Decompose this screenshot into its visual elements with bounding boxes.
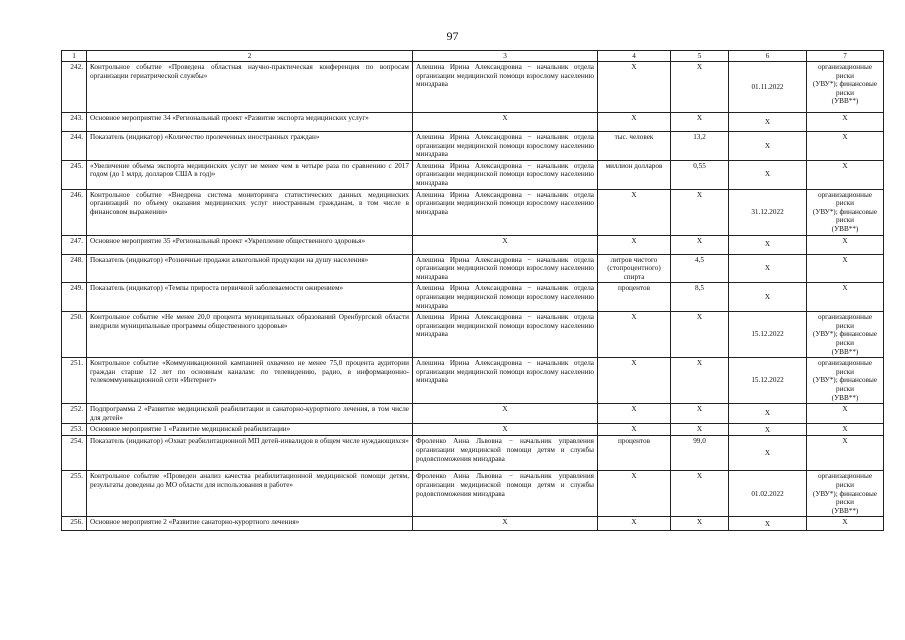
table-row (62, 113, 884, 132)
row-number: 246. (70, 190, 83, 199)
row-number-cell (62, 436, 87, 471)
item-name-cell (87, 404, 413, 424)
unit-of-measure-cell (598, 517, 671, 531)
target-value: X (696, 405, 703, 414)
deadline-date: X (764, 240, 771, 249)
item-name-cell (87, 62, 413, 113)
item-name: Контрольное событие «Коммуникационной кампанией охвачено не менее 75,0 процента аудитории граждан старше 12 лет по основным каналам: по телевидению, радио, в информационно-телекоммуникационной сети «Интернет» (90, 359, 409, 385)
responsible-person: Фроленко Анна Львовна − начальник управления организации медицинской помощи детям и службы родовспоможения минздрава (416, 472, 594, 498)
row-number-cell (62, 189, 87, 235)
target-value: 8,5 (695, 284, 704, 293)
risk-type-cell (807, 113, 884, 132)
deadline-date-cell (729, 424, 807, 436)
target-value: X (696, 425, 703, 434)
target-value-cell (671, 132, 729, 161)
table-row (62, 312, 884, 358)
column-header: 2 (87, 51, 413, 62)
row-number-cell (62, 113, 87, 132)
deadline-date: 31.12.2022 (751, 207, 784, 216)
item-name-cell (87, 436, 413, 471)
target-value-cell (671, 517, 729, 531)
risk-type-cell (807, 471, 884, 517)
row-number: 255. (70, 472, 83, 481)
target-value-cell (671, 358, 729, 404)
column-header: 5 (671, 51, 729, 62)
unit-of-measure: X (631, 63, 637, 71)
risk-type: X (842, 405, 848, 414)
responsible-person-cell (413, 424, 598, 436)
responsible-person-cell (413, 283, 598, 312)
row-number: 247. (70, 236, 83, 245)
table-row (62, 404, 884, 424)
unit-of-measure-cell (598, 132, 671, 161)
target-value: X (696, 190, 703, 199)
responsible-person: X (502, 114, 508, 122)
deadline-date: X (764, 449, 771, 458)
target-value: 13,2 (693, 133, 706, 141)
unit-of-measure-cell (598, 436, 671, 471)
responsible-person: X (502, 425, 508, 434)
risk-type: X (842, 437, 848, 446)
deadline-date-cell (729, 160, 807, 189)
column-header: 7 (807, 51, 884, 62)
responsible-person-cell (413, 517, 598, 531)
item-name: Основное мероприятие 1 «Развитие медицинской реабилитации» (90, 425, 291, 434)
responsible-person: Алешина Ирина Александровна − начальник отдела организации медицинской помощи взрослому населению минздрава (416, 255, 594, 281)
responsible-person-cell (413, 62, 598, 113)
risk-type-cell (807, 424, 884, 436)
column-header: 6 (729, 51, 807, 62)
header-row (62, 51, 884, 62)
item-name-cell (87, 254, 413, 283)
unit-of-measure: X (631, 405, 637, 414)
responsible-person: Алешина Ирина Александровна − начальник отдела организации медицинской помощи взрослому населению минздрава (416, 161, 594, 187)
target-value: X (696, 114, 703, 122)
item-name: Показатель (индикатор) «Розничные продажи алкогольной продукции на душу населения» (90, 255, 369, 264)
deadline-date: X (764, 519, 771, 528)
deadline-date-cell (729, 113, 807, 132)
deadline-date-cell (729, 312, 807, 358)
target-value-cell (671, 404, 729, 424)
responsible-person-cell (413, 358, 598, 404)
deadline-date: X (764, 117, 771, 126)
deadline-date-cell (729, 235, 807, 254)
unit-of-measure-cell (598, 113, 671, 132)
target-value-cell (671, 436, 729, 471)
table-row (62, 517, 884, 531)
item-name: Основное мероприятие 2 «Развитие санаторно-курортного лечения» (90, 518, 300, 527)
deadline-date-cell (729, 517, 807, 531)
responsible-person-cell (413, 160, 598, 189)
row-number-cell (62, 471, 87, 517)
deadline-date-cell (729, 471, 807, 517)
risk-type: организационные риски (УВУ*); финансовые риски (УВВ**) (812, 63, 878, 106)
responsible-person: Алешина Ирина Александровна − начальник отдела организации медицинской помощи взрослому населению минздрава (416, 63, 594, 89)
deadline-date-cell (729, 283, 807, 312)
risk-type: организационные риски (УВУ*); финансовые риски (УВВ**) (812, 190, 878, 233)
risk-type-cell (807, 235, 884, 254)
table-row (62, 424, 884, 436)
responsible-person: Алешина Ирина Александровна − начальник отдела организации медицинской помощи взрослому населению минздрава (416, 359, 594, 385)
unit-of-measure-cell (598, 471, 671, 517)
table-row (62, 62, 884, 113)
item-name-cell (87, 358, 413, 404)
row-number-cell (62, 160, 87, 189)
target-value-cell (671, 62, 729, 113)
target-value-cell (671, 254, 729, 283)
row-number: 245. (70, 161, 83, 170)
unit-of-measure-cell (598, 424, 671, 436)
item-name: Основное мероприятие 34 «Региональный проект «Развитие экспорта медицинских услуг» (90, 114, 369, 122)
risk-type: X (842, 518, 848, 527)
row-number-cell (62, 132, 87, 161)
unit-of-measure: X (631, 236, 637, 245)
table-row (62, 189, 884, 235)
risk-type: организационные риски (УВУ*); финансовые риски (УВВ**) (812, 313, 878, 356)
table-row (62, 358, 884, 404)
responsible-person-cell (413, 254, 598, 283)
deadline-date: X (764, 141, 771, 150)
table-row (62, 235, 884, 254)
responsible-person: X (502, 405, 508, 414)
responsible-person: Алешина Ирина Александровна − начальник отдела организации медицинской помощи взрослому населению минздрава (416, 190, 594, 216)
target-value-cell (671, 189, 729, 235)
row-number: 256. (70, 518, 83, 527)
plan-table (61, 50, 884, 531)
page-number: 97 (446, 29, 459, 43)
item-name: Основное мероприятие 35 «Региональный проект «Укрепление общественного здоровья» (90, 236, 366, 245)
deadline-date: X (764, 425, 771, 434)
target-value: 99,0 (693, 437, 706, 446)
unit-of-measure: литров чистого (стопроцентного) спирта (607, 255, 661, 281)
row-number-cell (62, 312, 87, 358)
risk-type-cell (807, 283, 884, 312)
risk-type: X (842, 236, 848, 245)
responsible-person-cell (413, 471, 598, 517)
target-value-cell (671, 113, 729, 132)
unit-of-measure: X (631, 190, 637, 199)
unit-of-measure: X (631, 313, 637, 322)
deadline-date: X (764, 292, 771, 301)
item-name: Показатель (индикатор) «Охват реабилитационной МП детей-инвалидов в общем числе нуждающихся» (90, 437, 409, 446)
row-number-cell (62, 235, 87, 254)
item-name: «Увеличение объема экспорта медицинских услуг не менее чем в четыре раза по сравнению с 2017 годом (до 1 млрд. долларов США в год)» (90, 161, 409, 179)
unit-of-measure-cell (598, 283, 671, 312)
risk-type-cell (807, 160, 884, 189)
deadline-date-cell (729, 358, 807, 404)
target-value: X (696, 359, 703, 368)
row-number: 253. (70, 425, 83, 434)
responsible-person-cell (413, 132, 598, 161)
risk-type: X (842, 161, 848, 170)
deadline-date-cell (729, 404, 807, 424)
row-number: 249. (70, 284, 83, 293)
item-name: Контрольное событие «Проведена областная научно-практическая конференция по вопросам организации гериатрической службы» (90, 63, 409, 80)
deadline-date: 15.12.2022 (751, 376, 784, 385)
item-name: Контрольное событие «Проведен анализ качества реабилитационной медицинской помощи детям, результаты доведены до МО области для использования в работе» (90, 472, 409, 489)
item-name-cell (87, 471, 413, 517)
target-value-cell (671, 160, 729, 189)
responsible-person: Алешина Ирина Александровна − начальник отдела организации медицинской помощи взрослому населению минздрава (416, 313, 594, 339)
target-value: X (696, 518, 703, 527)
target-value: X (696, 472, 703, 481)
unit-of-measure-cell (598, 62, 671, 113)
item-name-cell (87, 424, 413, 436)
item-name: Показатель (индикатор) «Темпы прироста первичной заболеваемости ожирением» (90, 284, 344, 293)
unit-of-measure-cell (598, 358, 671, 404)
table-row (62, 283, 884, 312)
risk-type-cell (807, 254, 884, 283)
unit-of-measure: X (631, 425, 637, 434)
unit-of-measure: тыс. человек (614, 133, 654, 141)
deadline-date: X (764, 264, 771, 273)
row-number: 254. (70, 437, 83, 446)
row-number-cell (62, 404, 87, 424)
table-row (62, 254, 884, 283)
unit-of-measure-cell (598, 254, 671, 283)
column-header: 3 (413, 51, 598, 62)
row-number: 251. (70, 359, 83, 368)
risk-type-cell (807, 132, 884, 161)
item-name: Контрольное событие «Внедрена система мониторинга статистических данных медицинских организаций по объему оказания медицинских услуг иностранным гражданам, в том числе в финансовом выражении» (90, 190, 409, 216)
item-name-cell (87, 132, 413, 161)
risk-type-cell (807, 189, 884, 235)
target-value-cell (671, 424, 729, 436)
unit-of-measure: X (631, 518, 637, 527)
risk-type-cell (807, 517, 884, 531)
unit-of-measure-cell (598, 312, 671, 358)
unit-of-measure: X (631, 472, 637, 481)
row-number-cell (62, 254, 87, 283)
table-row (62, 132, 884, 161)
risk-type-cell (807, 358, 884, 404)
risk-type: X (842, 255, 848, 264)
responsible-person: X (502, 236, 508, 245)
responsible-person-cell (413, 113, 598, 132)
table-row (62, 436, 884, 471)
unit-of-measure: X (631, 114, 637, 122)
risk-type: организационные риски (УВУ*); финансовые риски (УВВ**) (812, 472, 878, 515)
column-header: 4 (598, 51, 671, 62)
item-name-cell (87, 312, 413, 358)
deadline-date: 01.11.2022 (751, 82, 784, 91)
target-value-cell (671, 471, 729, 517)
responsible-person-cell (413, 436, 598, 471)
item-name: Показатель (индикатор) «Количество пролеченных иностранных граждан» (90, 133, 320, 141)
deadline-date-cell (729, 62, 807, 113)
target-value: X (696, 63, 703, 71)
unit-of-measure-cell (598, 189, 671, 235)
row-number-cell (62, 358, 87, 404)
risk-type-cell (807, 312, 884, 358)
column-header: 1 (62, 51, 87, 62)
row-number: 243. (70, 114, 83, 122)
item-name: Подпрограмма 2 «Развитие медицинской реабилитации и санаторно-курортного лечения, в том числе для детей» (90, 405, 409, 422)
deadline-date-cell (729, 254, 807, 283)
target-value-cell (671, 312, 729, 358)
deadline-date-cell (729, 436, 807, 471)
item-name: Контрольное событие «Не менее 20,0 процента муниципальных образований Оренбургской области внедрили муниципальные программы общественного здоровья» (90, 313, 409, 330)
unit-of-measure-cell (598, 404, 671, 424)
target-value: X (696, 236, 703, 245)
deadline-date-cell (729, 189, 807, 235)
item-name-cell (87, 160, 413, 189)
row-number-cell (62, 283, 87, 312)
row-number: 252. (70, 405, 83, 414)
item-name-cell (87, 283, 413, 312)
risk-type-cell (807, 404, 884, 424)
responsible-person: X (502, 518, 508, 527)
risk-type-cell (807, 62, 884, 113)
unit-of-measure: процентов (618, 437, 650, 446)
unit-of-measure-cell (598, 235, 671, 254)
risk-type: X (842, 284, 848, 293)
item-name-cell (87, 113, 413, 132)
target-value: X (696, 313, 703, 322)
row-number-cell (62, 62, 87, 113)
responsible-person-cell (413, 189, 598, 235)
row-number-cell (62, 424, 87, 436)
table-row (62, 160, 884, 189)
deadline-date: 15.12.2022 (751, 330, 784, 339)
responsible-person-cell (413, 404, 598, 424)
row-number: 244. (70, 133, 83, 141)
item-name-cell (87, 235, 413, 254)
item-name-cell (87, 189, 413, 235)
unit-of-measure-cell (598, 160, 671, 189)
risk-type-cell (807, 436, 884, 471)
unit-of-measure: X (631, 359, 637, 368)
table-row (62, 471, 884, 517)
target-value-cell (671, 283, 729, 312)
row-number: 250. (70, 313, 83, 322)
row-number: 242. (70, 63, 83, 71)
responsible-person-cell (413, 312, 598, 358)
row-number: 248. (70, 255, 83, 264)
responsible-person-cell (413, 235, 598, 254)
responsible-person: Алешина Ирина Александровна − начальник отдела организации медицинской помощи взрослому населению минздрава (416, 133, 594, 159)
unit-of-measure: процентов (618, 284, 650, 293)
risk-type: X (842, 425, 848, 434)
deadline-date: 01.02.2022 (751, 489, 784, 498)
target-value-cell (671, 235, 729, 254)
item-name-cell (87, 517, 413, 531)
target-value: 4,5 (695, 255, 704, 264)
deadline-date: X (764, 409, 771, 418)
unit-of-measure: миллион долларов (605, 161, 663, 170)
responsible-person: Фроленко Анна Львовна − начальник управления организации медицинской помощи детям и службы родовспоможения минздрава (416, 437, 594, 463)
responsible-person: Алешина Ирина Александровна − начальник отдела организации медицинской помощи взрослому населению минздрава (416, 284, 594, 310)
risk-type: X (842, 133, 848, 141)
risk-type: X (842, 114, 848, 122)
deadline-date-cell (729, 132, 807, 161)
row-number-cell (62, 517, 87, 531)
target-value: 0,55 (693, 161, 706, 170)
risk-type: организационные риски (УВУ*); финансовые риски (УВВ**) (812, 359, 878, 402)
deadline-date: X (764, 170, 771, 179)
